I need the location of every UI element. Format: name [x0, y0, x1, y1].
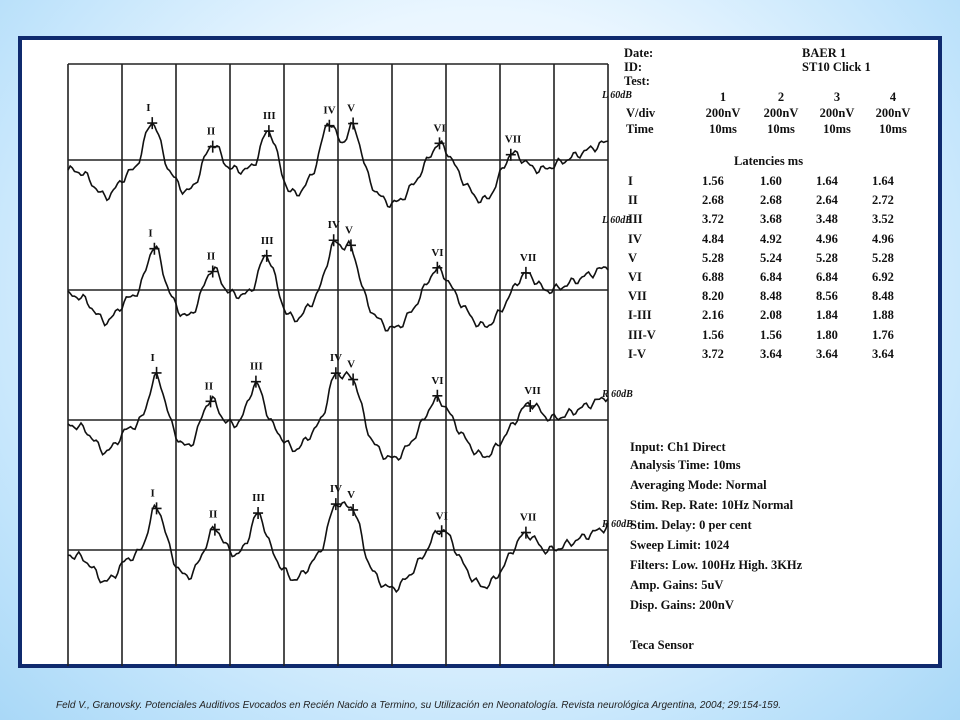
- latency-value: 1.88: [872, 308, 894, 323]
- test-name: BAER 1: [802, 46, 847, 60]
- vdiv-value: 200nV: [819, 106, 855, 120]
- latency-row: [624, 251, 934, 269]
- latency-value: 3.68: [760, 212, 782, 227]
- peak-label: III: [260, 234, 274, 247]
- time-value: 10ms: [879, 122, 907, 136]
- column-numbers-row: [624, 90, 934, 106]
- latency-value: 2.68: [760, 193, 782, 208]
- id-value: ST10 Click 1: [802, 60, 871, 74]
- latencies-title: Latencies ms: [734, 154, 804, 168]
- latency-row-label: V: [628, 250, 638, 265]
- vdiv-value: 200nV: [875, 106, 911, 120]
- peak-label: IV: [323, 104, 336, 117]
- latency-value: 6.92: [872, 270, 894, 284]
- peak-label: I: [150, 351, 155, 364]
- latency-value: 1.60: [760, 174, 782, 188]
- latency-row: [624, 347, 934, 365]
- latency-value: 8.20: [702, 289, 724, 304]
- latency-value: 3.72: [702, 346, 724, 361]
- peak-label: III: [262, 110, 276, 123]
- peak-label: V: [347, 488, 356, 501]
- peak-marker: [346, 239, 356, 251]
- figure-paper: [22, 40, 938, 664]
- vdiv-label: V/div: [626, 106, 656, 120]
- peak-label: IV: [329, 483, 343, 496]
- column-number: 3: [833, 90, 841, 104]
- peak-label: IV: [327, 219, 340, 232]
- vdiv-value: 200nV: [763, 106, 799, 120]
- setting-line: Sweep Limit: 1024: [630, 538, 730, 552]
- latency-value: 8.48: [872, 289, 894, 304]
- latency-value: 5.28: [702, 250, 724, 265]
- latency-row: [624, 193, 934, 211]
- peak-marker: [521, 527, 531, 539]
- latency-value: 6.84: [760, 270, 782, 284]
- peak-label: VI: [431, 374, 444, 387]
- peak-label: VII: [519, 251, 537, 264]
- latency-value: 2.64: [816, 193, 838, 208]
- setting-line: Disp. Gains: 200nV: [630, 598, 734, 612]
- latency-row-label: IV: [628, 231, 642, 246]
- vdiv-row: [624, 106, 934, 122]
- latency-row: [624, 289, 934, 307]
- peak-label: VI: [435, 510, 448, 523]
- figure-frame: [18, 36, 942, 668]
- latency-row-label: I: [628, 174, 633, 188]
- peak-marker: [525, 400, 535, 412]
- peak-marker: [152, 502, 162, 514]
- latency-value: 1.84: [816, 308, 838, 323]
- baer-info-panel: [624, 44, 936, 662]
- peak-marker: [331, 367, 341, 379]
- peak-label: I: [150, 487, 155, 500]
- latency-row: [624, 308, 934, 326]
- baer-waveform-chart: [22, 40, 633, 664]
- latency-value: 3.64: [816, 346, 838, 361]
- peak-label: IV: [329, 352, 343, 365]
- peak-marker: [152, 367, 162, 379]
- latency-value: 5.28: [872, 250, 894, 265]
- latency-row-label: VI: [628, 270, 642, 284]
- latency-value: 8.56: [816, 289, 838, 304]
- id-label: ID:: [624, 60, 643, 74]
- setting-line: Analysis Time: 10ms: [630, 458, 741, 472]
- trace-name-label: L 60dB: [602, 215, 632, 226]
- latency-value: 1.56: [760, 327, 782, 342]
- trace-name-label: R 60dB: [602, 389, 633, 400]
- latency-row: [624, 270, 934, 288]
- latency-row: [624, 174, 934, 192]
- peak-label: VI: [433, 122, 446, 135]
- latency-value: 8.48: [760, 289, 782, 304]
- trace-name-label: L 60dB: [602, 90, 632, 101]
- latency-row-label: I-V: [628, 346, 647, 361]
- latency-value: 1.76: [872, 327, 894, 342]
- column-number: 4: [889, 90, 897, 104]
- setting-line: Stim. Delay: 0 per cent: [630, 518, 752, 532]
- time-value: 10ms: [767, 122, 795, 136]
- peak-marker: [437, 525, 447, 537]
- latency-value: 3.64: [760, 346, 782, 361]
- latency-value: 6.84: [816, 270, 838, 284]
- latency-row-label: III: [628, 212, 643, 227]
- column-number: 2: [777, 90, 785, 104]
- peak-label: II: [204, 380, 214, 393]
- peak-label: V: [344, 224, 353, 237]
- setting-line: Amp. Gains: 5uV: [630, 578, 724, 592]
- peak-marker: [521, 267, 531, 279]
- peak-label: VII: [524, 384, 541, 397]
- latency-row-label: VII: [628, 289, 647, 304]
- latency-value: 1.80: [816, 327, 838, 342]
- citation: Feld V., Granovsky. Potenciales Auditivos Evocados en Recién Nacido a Termino, su Utilización en Neonatología. Revista neurológica Argentina, 2004; 29:154-159.: [56, 700, 782, 711]
- latency-value: 1.64: [872, 174, 894, 188]
- latency-value: 4.96: [816, 231, 838, 246]
- latency-value: 1.56: [702, 174, 724, 188]
- peak-label: I: [148, 227, 153, 240]
- peak-label: II: [206, 125, 216, 138]
- latency-value: 3.52: [872, 212, 894, 227]
- time-value: 10ms: [709, 122, 737, 136]
- time-value: 10ms: [823, 122, 851, 136]
- latency-value: 1.56: [702, 327, 724, 342]
- latency-value: 6.88: [702, 270, 724, 284]
- latency-value: 3.48: [816, 212, 838, 227]
- latency-value: 1.64: [816, 174, 838, 188]
- peak-label: VII: [504, 133, 522, 146]
- latency-row: [624, 328, 934, 346]
- peak-label: VII: [519, 511, 537, 524]
- date-label: Date:: [624, 46, 654, 60]
- test-label: Test:: [624, 74, 650, 88]
- setting-line: Stim. Rep. Rate: 10Hz Normal: [630, 498, 794, 512]
- peak-label: II: [206, 250, 216, 263]
- peak-marker: [329, 234, 339, 246]
- peak-label: VI: [431, 246, 444, 259]
- latency-row-label: II: [628, 193, 638, 208]
- latency-value: 2.16: [702, 308, 724, 323]
- latency-row: [624, 232, 934, 250]
- latency-row-label: III-V: [628, 327, 656, 342]
- vdiv-value: 200nV: [705, 106, 741, 120]
- peak-marker: [348, 504, 358, 516]
- setting-line: Averaging Mode: Normal: [630, 478, 767, 492]
- setting-line: Filters: Low. 100Hz High. 3KHz: [630, 558, 803, 572]
- peak-label: III: [252, 492, 265, 505]
- latency-value: 5.28: [816, 250, 838, 265]
- latency-value: 3.72: [702, 212, 724, 227]
- latency-value: 2.08: [760, 308, 782, 323]
- peak-label: II: [208, 508, 218, 521]
- time-row: [624, 122, 934, 138]
- peak-marker: [208, 141, 218, 153]
- trace-name-label: R 60dB: [602, 519, 633, 530]
- latency-value: 3.64: [872, 346, 894, 361]
- latency-value: 4.84: [702, 231, 724, 246]
- peak-label: V: [347, 102, 356, 115]
- peak-label: I: [146, 102, 151, 115]
- latency-value: 5.24: [760, 250, 782, 265]
- peak-label: V: [347, 358, 356, 371]
- time-label: Time: [626, 122, 654, 136]
- latency-value: 2.68: [702, 193, 724, 208]
- latency-row: [624, 212, 934, 230]
- latency-row-label: I-III: [628, 308, 652, 323]
- peak-label: III: [249, 360, 263, 373]
- setting-line: Input: Ch1 Direct: [630, 440, 726, 454]
- column-number: 1: [719, 90, 727, 104]
- latency-value: 4.92: [760, 231, 782, 246]
- latency-value: 4.96: [872, 231, 894, 246]
- latency-value: 2.72: [872, 193, 894, 208]
- peak-marker: [324, 120, 334, 132]
- setting-line: Teca Sensor: [630, 638, 694, 652]
